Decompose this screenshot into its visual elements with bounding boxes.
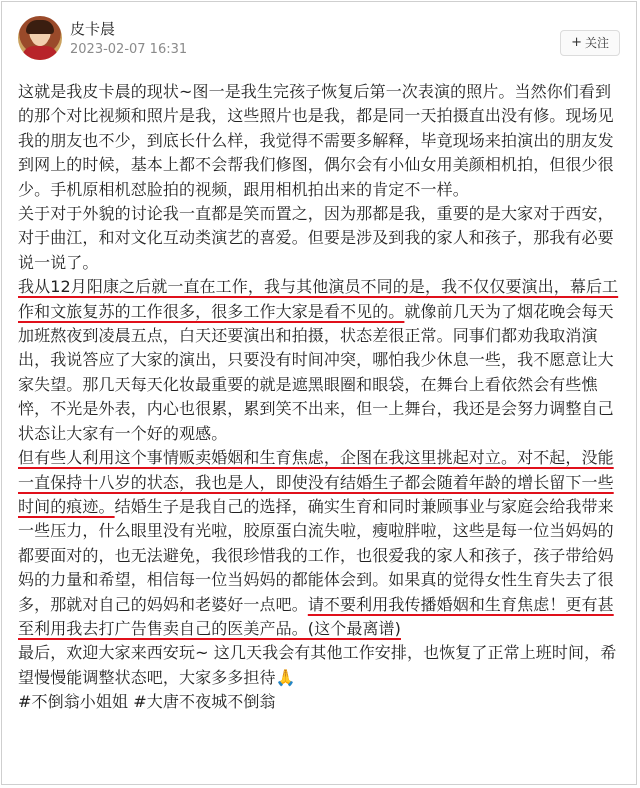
paragraph-5: 最后，欢迎大家来西安玩~ 这几天我会有其他工作安排，也恢复了正常上班时间，希望慢慢能调整状态吧，大家多多担待🙏 bbox=[18, 643, 617, 687]
underlined-text-3: 请不要利用我传播婚姻和生育焦虑！更有甚至利用我去打广告售卖自己的医美产品。(这个最离谱) bbox=[18, 594, 614, 638]
paragraph-3 bbox=[18, 275, 622, 446]
paragraph-2: 关于对于外貌的讨论我一直都是笑而置之，因为那都是我，重要的是大家对于西安，对于曲江，和对文化互动类演艺的喜爱。但要是涉及到我的家人和孩子，那我有必要说一说了。 bbox=[18, 204, 614, 272]
plus-icon: + bbox=[571, 35, 582, 50]
avatar-body-shape bbox=[22, 46, 58, 60]
post-timestamp: 2023-02-07 16:31 bbox=[70, 42, 188, 57]
paragraph-1: 这就是我皮卡晨的现状~图一是我生完孩子恢复后第一次表演的照片。当然你们看到的那个对比视频和照片是我，这些照片也是我，都是同一天拍摄直出没有修。现场见我的朋友也不少，到底长什么样，我觉得不需要多解释，毕竟现场来拍演出的朋友发到网上的时候，基本上都不会帮我们修图，偶尔会有小仙女用美颜相机拍，但很少很少。手机原相机怼脸拍的视频，跟用相机拍出来的肯定不一样。 bbox=[18, 82, 614, 199]
paragraph-3-rest: 就像前几天为了烟花晚会每天加班熬夜到凌晨五点，白天还要演出和拍摄，状态差很正常。同事们都劝我取消演出，我说答应了大家的演出，只要没有时间冲突，哪怕我少休息一些，我不愿意让大家失望。那几天每天化妆最重要的就是遮黑眼圈和眼袋，在舞台上看依然会有些憔悴，不光是外表，内心也很累，累到笑不出来，但一上舞台，我还是会努力调整自己状态让大家有一个好的观感。 bbox=[18, 301, 614, 443]
follow-button[interactable] bbox=[560, 30, 620, 56]
underlined-text-1: 我从12月阳康之后就一直在工作，我与其他演员不同的是，我不仅仅要演出，幕后工作和文旅复苏的工作很多，很多工作大家是看不见的。 bbox=[18, 277, 619, 321]
underlined-text-2: 但有些人利用这个事情贩卖婚姻和生育焦虑，企图在我这里挑起对立。对不起，没能一直保持十八岁的状态，我也是人，即使没有结婚生子都会随着年龄的增长留下一些时间的痕迹。 bbox=[18, 448, 614, 516]
follow-label: 关注 bbox=[584, 36, 609, 50]
avatar-hair-shape bbox=[26, 20, 54, 34]
hashtags[interactable]: #不倒翁小姐姐 #大唐不夜城不倒翁 bbox=[18, 692, 276, 712]
paragraph-4 bbox=[18, 446, 622, 641]
user-avatar[interactable] bbox=[18, 16, 62, 60]
post-header bbox=[0, 0, 640, 70]
paragraph-4-middle: 结婚生子是我自己的选择，确实生育和同时兼顾事业与家庭会给我带来一些压力，什么眼里没有光啦，胶原蛋白流失啦，瘦啦胖啦，这些是每一位当妈妈的都要面对的，也无法避免，我很珍惜我的工作，也很爱我的家人和孩子，孩子带给妈妈的力量和希望，相信每一位当妈妈的都能体会到。如果真的觉得女性生育失去了很多，那就对自己的妈妈和老婆好一点吧。 bbox=[18, 496, 614, 614]
post-body bbox=[18, 80, 622, 715]
username[interactable]: 皮卡晨 bbox=[70, 20, 116, 38]
